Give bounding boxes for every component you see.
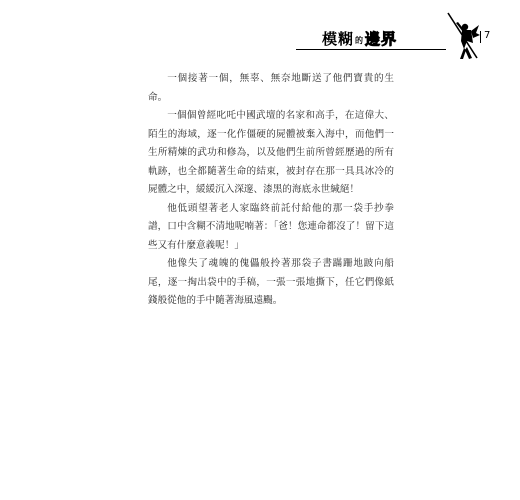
book-title-part1: 模糊 (322, 30, 355, 48)
paragraph: 一個接著一個，無辜、無奈地斷送了他們寶貴的生命。 (148, 73, 394, 103)
body-text (148, 70, 394, 311)
page-number: 7 (484, 30, 491, 41)
page-number-divider (480, 31, 481, 43)
header-rule (296, 49, 446, 50)
running-header (296, 11, 506, 61)
book-title-small: 的 (355, 36, 365, 45)
paragraph: 一個個曾經叱吒中國武壇的名家和高手，在這偉大、陌生的海域，逐一化作僵硬的屍體被棄入海中，而他們一生所精煉的武功和修為，以及他們生前所曾經歷過的所有軌跡，也全都隨著生命的結束，被封存在那一具具冰冷的屍體之中，緩緩沉入深邃、漆黑的海底永世緘絕！ (148, 110, 394, 195)
warrior-with-staff-icon (446, 11, 480, 61)
book-title-part2: 邊界 (365, 30, 398, 48)
paragraph: 他像失了魂魄的傀儡般拎著那袋子書蹣跚地跛向船尾，逐一掏出袋中的手稿，一張一張地撕下，任它們像紙錢般從他的手中隨著海風遠颺。 (148, 258, 394, 306)
book-title (322, 28, 397, 49)
paragraph: 他低頭望著老人家臨終前託付給他的那一袋手抄拳譜，口中含糊不清地呢喃著：「爸！您連命都沒了！留下這些又有什麼意義呢！」 (148, 202, 394, 251)
